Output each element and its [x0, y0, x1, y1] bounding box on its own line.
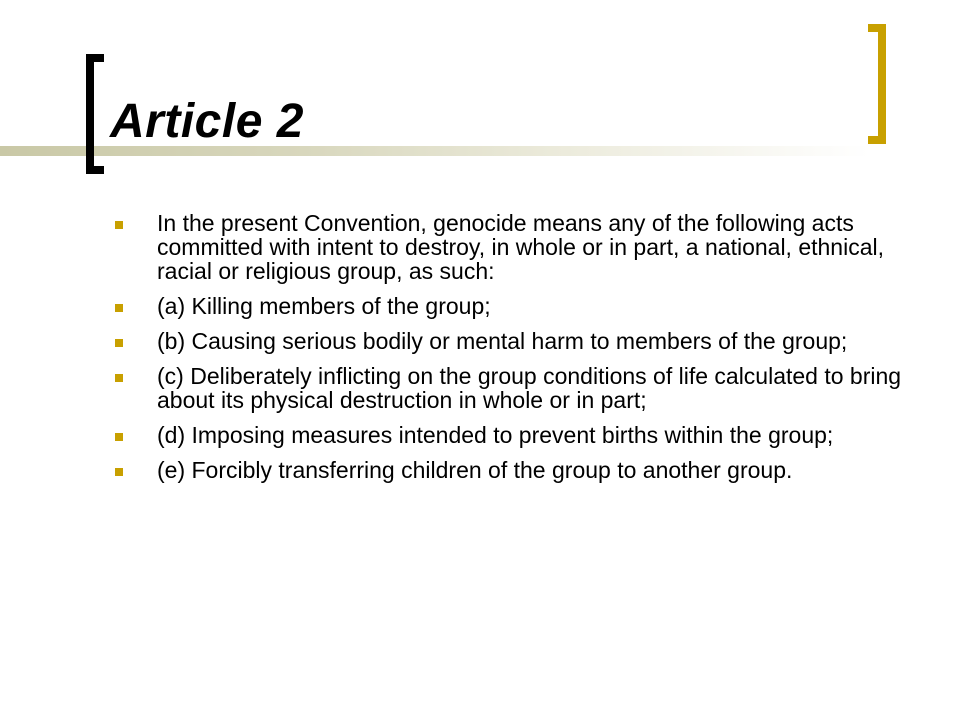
- slide-title: Article 2: [110, 95, 304, 148]
- list-item: [112, 423, 902, 447]
- square-bullet-icon: [115, 468, 123, 476]
- list-item-text: (c) Deliberately inflicting on the group conditions of life calculated to bring about its physical destruction in whole or in part;: [157, 363, 902, 413]
- list-item-text: In the present Convention, genocide means any of the following acts committed with intent to destroy, in whole or in part, a national, ethnical, racial or religious group, as such:: [157, 210, 885, 284]
- list-item-text: (e) Forcibly transferring children of the group to another group.: [157, 457, 793, 483]
- square-bullet-icon: [115, 221, 123, 229]
- list-item: [112, 329, 902, 353]
- list-item: [112, 364, 902, 412]
- right-bracket-icon: [868, 24, 886, 144]
- square-bullet-icon: [115, 374, 123, 382]
- left-bracket-icon: [86, 54, 104, 174]
- list-item: [112, 294, 902, 318]
- list-item: [112, 458, 902, 482]
- list-item-text: (a) Killing members of the group;: [157, 293, 491, 319]
- square-bullet-icon: [115, 304, 123, 312]
- bullet-list: [112, 211, 902, 493]
- square-bullet-icon: [115, 433, 123, 441]
- list-item: [112, 211, 902, 283]
- list-item-text: (d) Imposing measures intended to prevent births within the group;: [157, 422, 834, 448]
- list-item-text: (b) Causing serious bodily or mental harm to members of the group;: [157, 328, 848, 354]
- square-bullet-icon: [115, 339, 123, 347]
